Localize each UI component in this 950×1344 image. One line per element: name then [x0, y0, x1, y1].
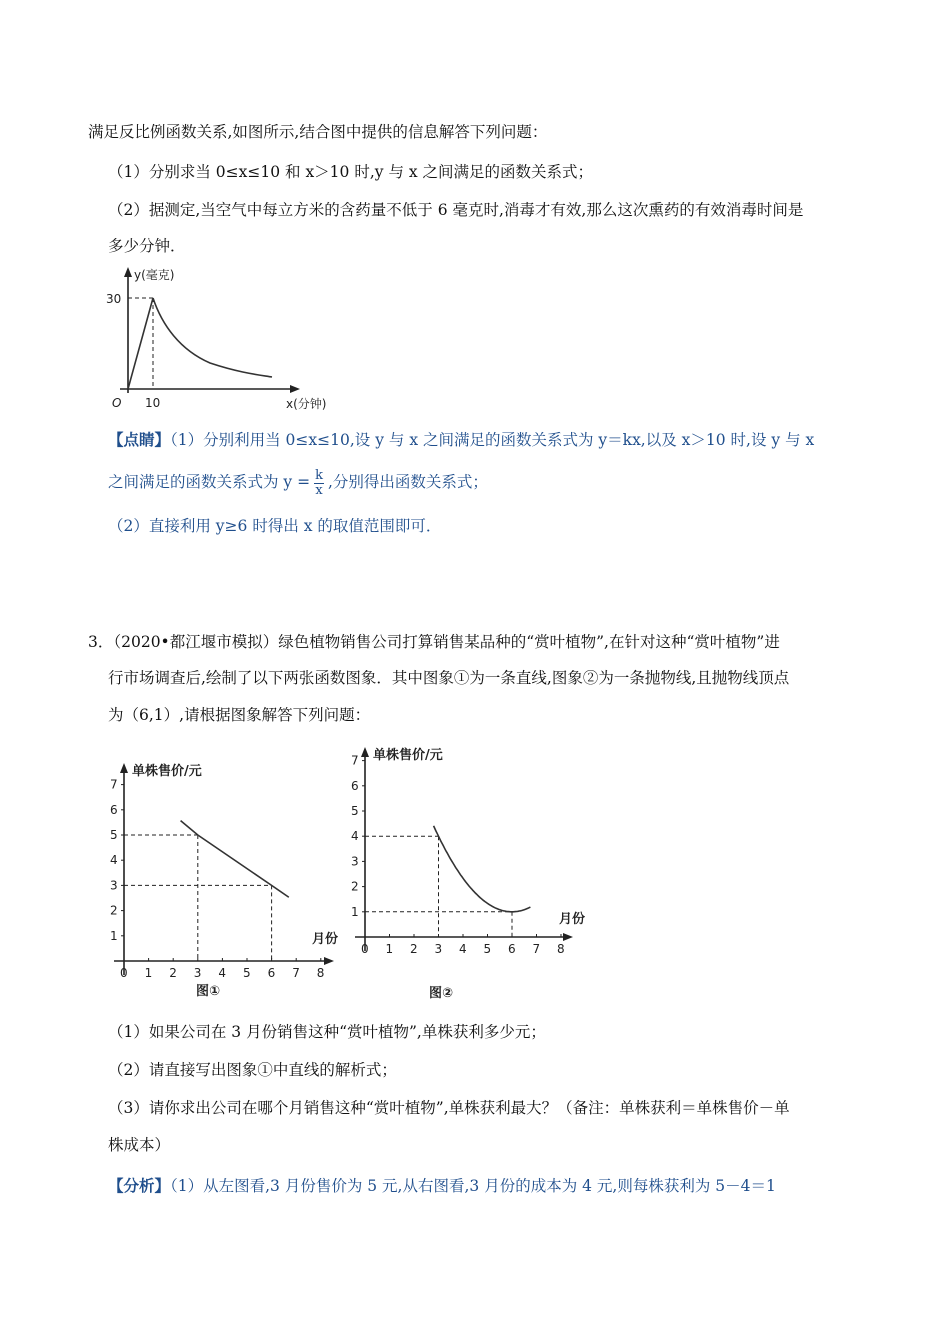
- graph1-inverse-curve: [153, 298, 272, 377]
- q3-line2: 行市场调查后,绘制了以下两张函数图象．其中图象①为一条直线,图象②为一条抛物线,且抛物线顶点: [108, 669, 790, 687]
- chart2-x-label: 月份: [559, 912, 586, 927]
- chart2-cost-parabola: [434, 826, 531, 912]
- chart2-x-tick-label: 6: [508, 942, 516, 956]
- chart1-x-tick-label: 0: [120, 966, 128, 980]
- chart1-x-tick-label: 6: [267, 966, 276, 980]
- intro-text: 满足反比例函数关系,如图所示,结合图中提供的信息解答下列问题：: [88, 123, 548, 141]
- chart1-x-tick-label: 4: [218, 966, 227, 980]
- graph1-x-tick-10: 10: [145, 396, 161, 410]
- fraction-denominator: x: [315, 482, 323, 498]
- graph1-x-arrow: [290, 385, 300, 393]
- graph1-y-label: y(毫克): [134, 268, 175, 282]
- chart2-y-tick-label: 4: [351, 829, 359, 844]
- q3-sub3-a: （3）请你求出公司在哪个月销售这种“赏叶植物”,单株获利最大？（备注：单株获利＝单株售价－单: [108, 1099, 790, 1117]
- chart1-y-tick-label: 4: [110, 853, 118, 868]
- chart1-x-arrow: [324, 957, 334, 965]
- q2-part2-a: （2）据测定,当空气中每立方米的含药量不低于 6 毫克时,消毒才有效,那么这次熏药的有效消毒时间是: [108, 201, 804, 219]
- q2-part1: （1）分别求当 0≤x≤10 和 x＞10 时,y 与 x 之间满足的函数关系式；: [108, 163, 594, 181]
- analysis-line: [108, 1176, 776, 1196]
- hint-line2-a: 之间满足的函数关系式为 y =: [108, 473, 311, 491]
- q3-sub3-b: 株成本）: [108, 1136, 171, 1154]
- chart2-x-tick-label: 3: [434, 942, 443, 956]
- hint-line1: [108, 430, 814, 450]
- chart-1: [100, 745, 340, 1005]
- hint-line3: （2）直接利用 y≥6 时得出 x 的取值范围即可．: [108, 517, 442, 535]
- chart1-x-tick-label: 5: [243, 966, 251, 980]
- q3-sub1: （1）如果公司在 3 月份销售这种“赏叶植物”,单株获利多少元；: [108, 1023, 546, 1041]
- chart1-x-tick-label: 2: [169, 966, 177, 980]
- hint-line2-b: ,分别得出函数关系式；: [328, 473, 488, 491]
- chart2-y-tick-label: 2: [351, 879, 359, 894]
- chart1-caption: 图①: [196, 984, 221, 999]
- graph1-linear-segment: [128, 298, 153, 389]
- chart2-x-tick-label: 1: [385, 942, 394, 956]
- chart1-y-arrow: [120, 763, 128, 773]
- q3-line3: 为（6,1）,请根据图象解答下列问题：: [108, 706, 371, 724]
- chart-2: [345, 735, 605, 1005]
- chart2-y-tick-label: 3: [351, 854, 359, 869]
- chart2-x-tick-label: 7: [532, 942, 541, 956]
- chart2-y-tick-label: 1: [351, 904, 359, 919]
- chart2-x-arrow: [563, 933, 573, 941]
- analysis-text: （1）从左图看,3 月份售价为 5 元,从右图看,3 月份的成本为 4 元,则每株获利为 5－4＝1: [170, 1177, 776, 1195]
- graph1-origin: O: [112, 396, 122, 410]
- hint-line1-text: （1）分别利用当 0≤x≤10,设 y 与 x 之间满足的函数关系式为 y＝kx,以及 x＞10 时,设 y 与 x: [170, 431, 815, 449]
- chart1-x-label: 月份: [312, 932, 339, 947]
- chart1-y-tick-label: 1: [110, 928, 118, 943]
- chart2-x-tick-label: 5: [483, 942, 492, 956]
- graph1-x-label: x(分钟): [286, 397, 327, 411]
- chart1-y-tick-label: 5: [110, 828, 118, 842]
- chart1-y-tick-label: 3: [110, 878, 118, 893]
- chart1-x-tick-label: 8: [316, 966, 325, 980]
- chart1-y-label: 单株售价/元: [132, 764, 202, 779]
- hint-tag: 【点睛】: [108, 430, 171, 449]
- chart1-x-tick-label: 7: [292, 966, 300, 980]
- graph1-y-arrow: [124, 267, 132, 277]
- chart2-y-tick-label: 7: [351, 753, 359, 768]
- chart2-y-tick-label: 5: [351, 804, 359, 818]
- chart1-x-tick-label: 3: [193, 966, 202, 980]
- analysis-tag: 【分析】: [108, 1176, 171, 1195]
- chart2-y-arrow: [361, 747, 369, 757]
- q2-part2-b: 多少分钟．: [108, 237, 186, 255]
- chart2-x-tick-label: 0: [361, 942, 369, 956]
- chart1-y-tick-label: 2: [110, 903, 118, 918]
- fraction-numerator: k: [315, 467, 323, 483]
- chart2-x-tick-label: 4: [459, 942, 467, 956]
- chart2-y-tick-label: 6: [351, 778, 359, 793]
- chart1-x-tick-label: 1: [144, 966, 153, 980]
- chart2-y-label: 单株售价/元: [373, 748, 443, 763]
- chart1-y-tick-label: 7: [110, 777, 118, 792]
- dosage-graph: [100, 265, 350, 415]
- chart1-y-tick-label: 6: [110, 802, 118, 817]
- hint-fraction: [314, 469, 324, 498]
- q3-line1: 3．（2020•都江堰市模拟）绿色植物销售公司打算销售某品种的“赏叶植物”,在针对这种“赏叶植物”进: [88, 633, 780, 651]
- chart2-caption: 图②: [429, 986, 454, 1001]
- hint-line2: [108, 466, 488, 498]
- chart2-x-tick-label: 8: [557, 942, 565, 956]
- chart2-x-tick-label: 2: [410, 942, 418, 956]
- graph1-y-tick-30: 30: [106, 292, 122, 306]
- q3-sub2: （2）请直接写出图象①中直线的解析式；: [108, 1061, 397, 1079]
